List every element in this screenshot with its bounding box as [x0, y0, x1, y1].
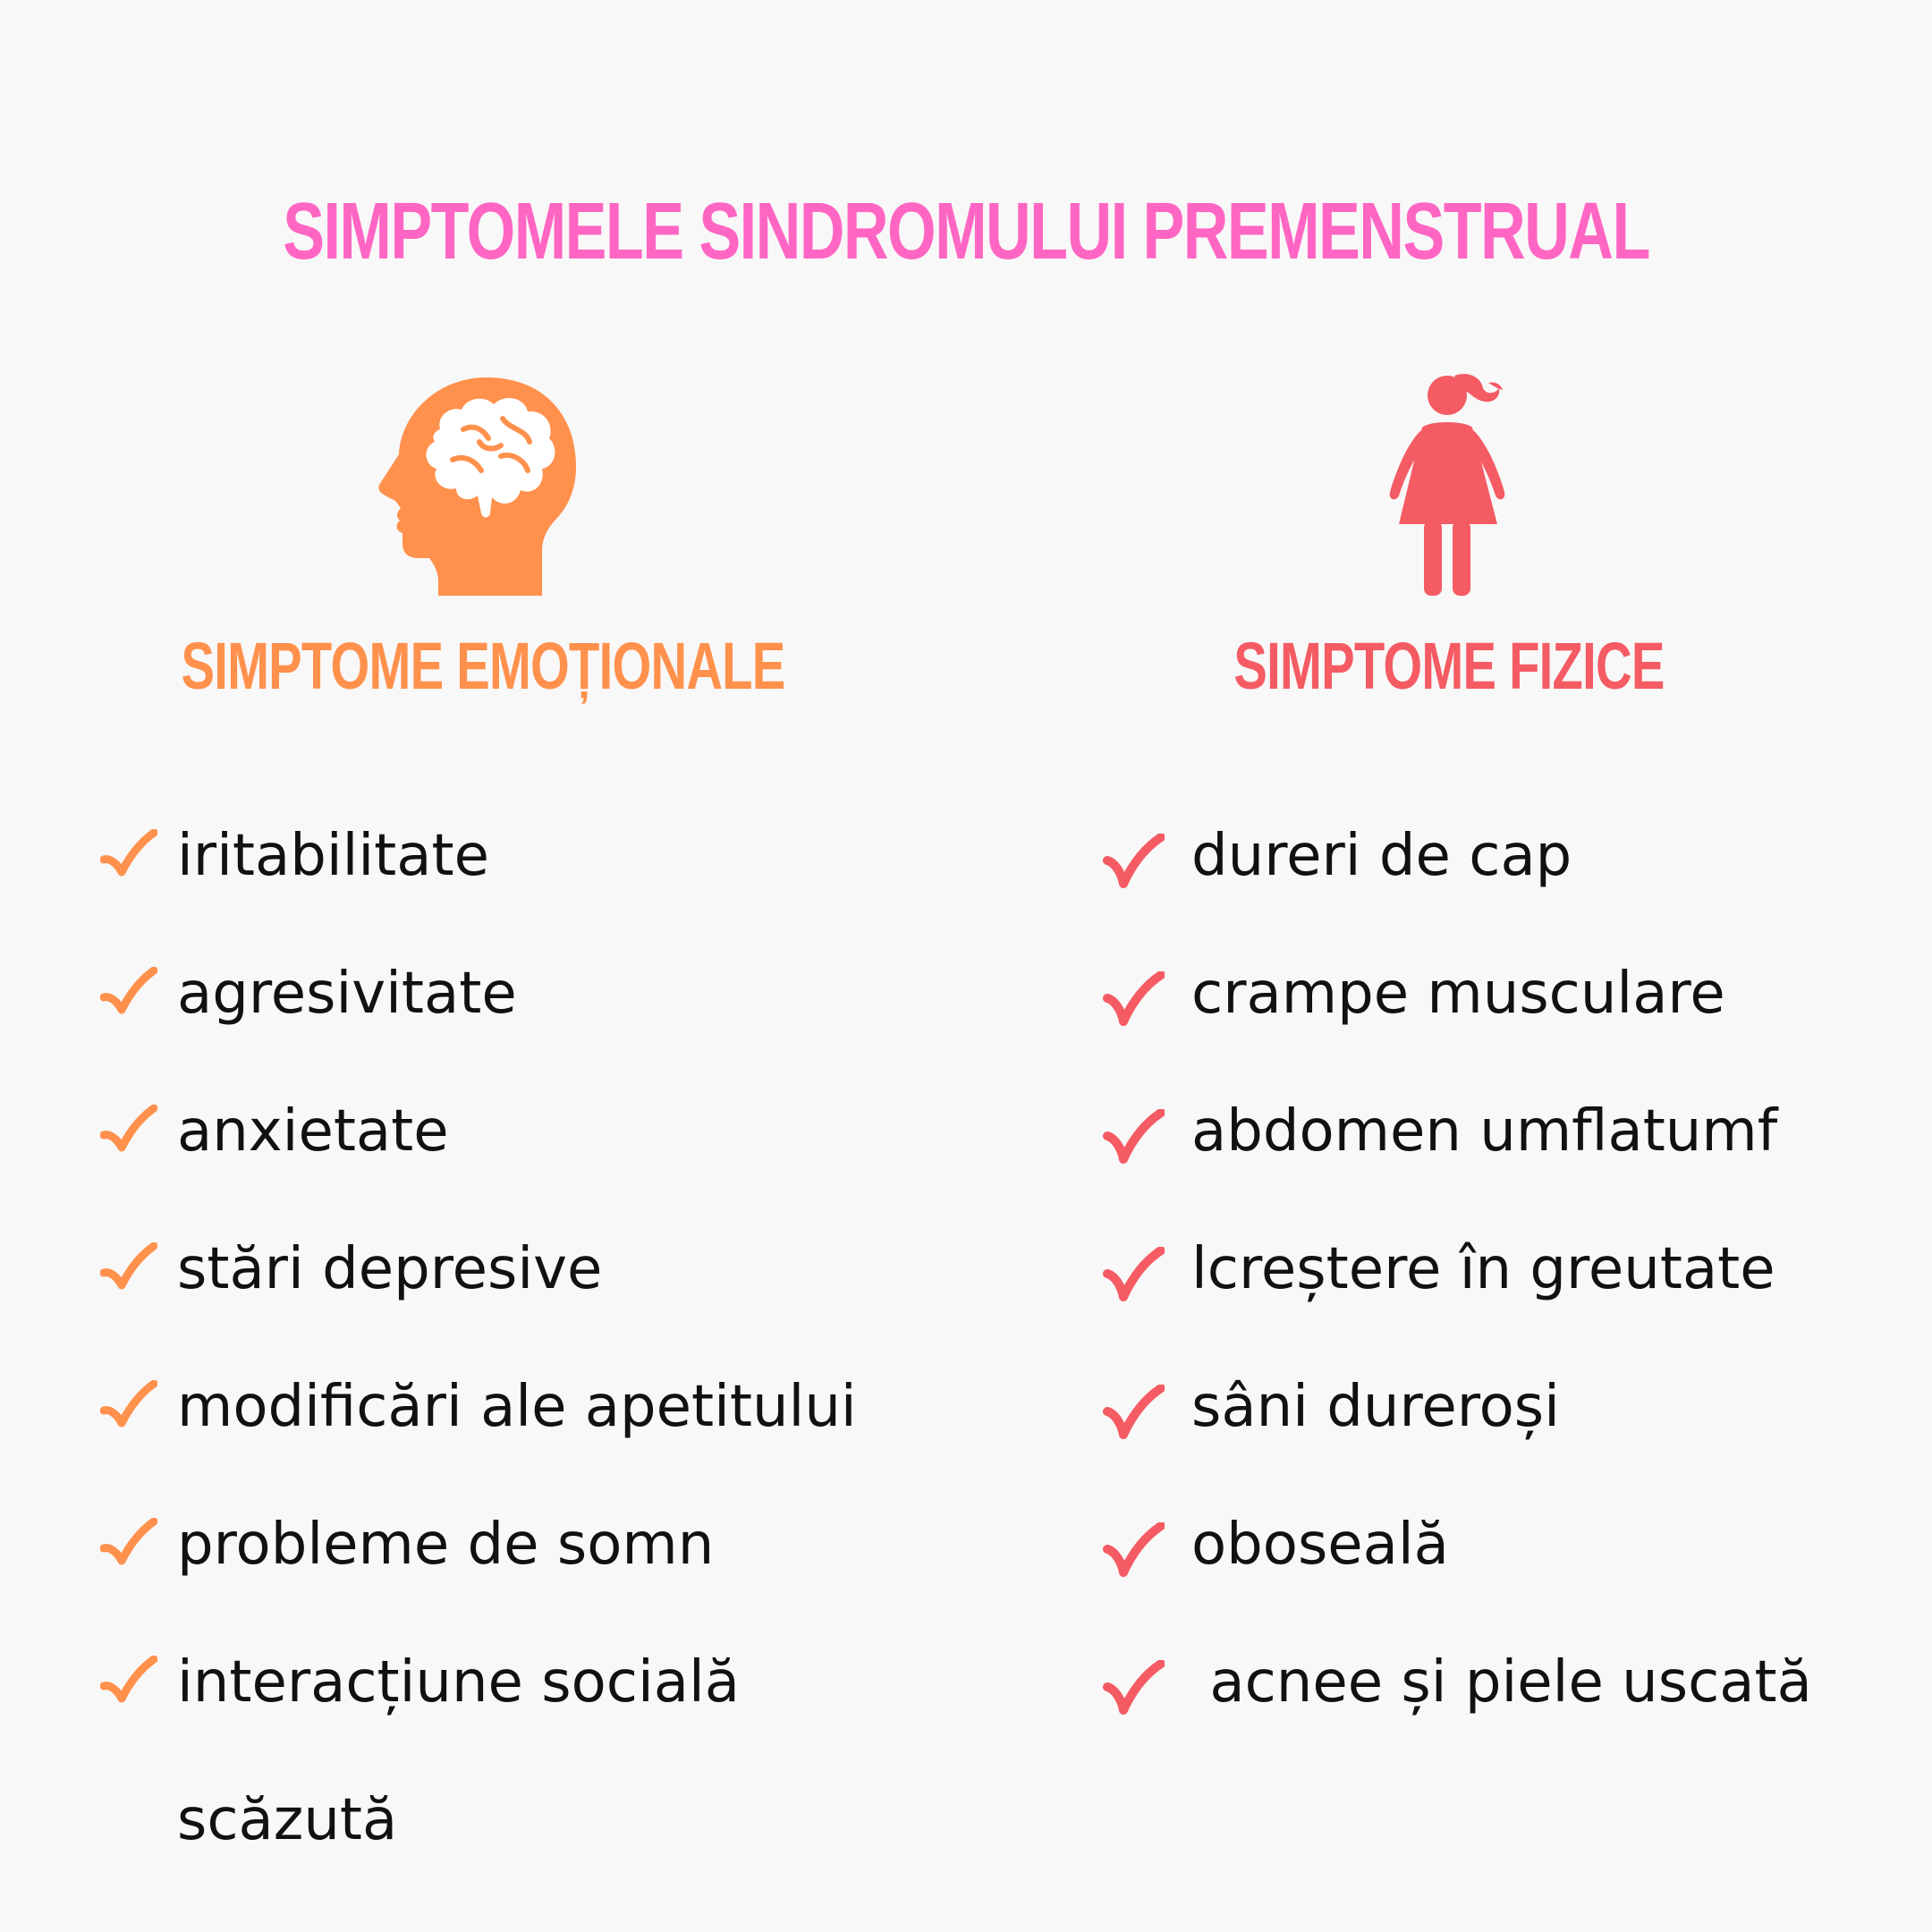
woman-icon: [1383, 369, 1517, 597]
check-icon: [1102, 971, 1165, 1027]
check-icon: [100, 829, 157, 883]
list-item: stări depresive: [100, 1200, 959, 1338]
check-icon: [1102, 1247, 1165, 1302]
list-item: interacțiune socială scăzută: [100, 1614, 959, 1889]
list-item: crampe musculare: [1102, 925, 1907, 1063]
list-item: agresivitate: [100, 925, 959, 1063]
list-item: modificări ale apetitului: [100, 1338, 959, 1476]
list-item: abdomen umflatumf: [1102, 1063, 1907, 1200]
check-icon: [1102, 1522, 1165, 1578]
check-icon: [100, 1518, 157, 1572]
page-title: SIMPTOMELE SINDROMULUI PREMENSTRUAL: [283, 187, 1649, 276]
list-item: dureri de cap: [1102, 787, 1907, 925]
check-icon: [1102, 1660, 1165, 1716]
list-item: oboseală: [1102, 1476, 1907, 1614]
emotional-heading: SIMPTOME EMOȚIONALE: [181, 629, 785, 703]
list-item: probleme de somn: [100, 1476, 959, 1614]
check-icon: [100, 1105, 157, 1158]
list-item: acnee și piele uscată: [1102, 1614, 1907, 1751]
physical-list: [1102, 787, 1907, 1751]
physical-heading: SIMPTOME FIZICE: [1233, 629, 1665, 703]
head-brain-icon: [376, 374, 581, 596]
list-item: sâni dureroși: [1102, 1338, 1907, 1476]
emotional-list: [100, 787, 959, 1889]
check-icon: [100, 967, 157, 1021]
check-icon: [1102, 834, 1165, 889]
list-item: iritabilitate: [100, 787, 959, 925]
list-item: lcreștere în greutate: [1102, 1200, 1907, 1338]
check-icon: [100, 1380, 157, 1434]
check-icon: [1102, 1385, 1165, 1440]
check-icon: [100, 1242, 157, 1296]
check-icon: [1102, 1109, 1165, 1165]
check-icon: [100, 1656, 157, 1709]
list-item: anxietate: [100, 1063, 959, 1200]
